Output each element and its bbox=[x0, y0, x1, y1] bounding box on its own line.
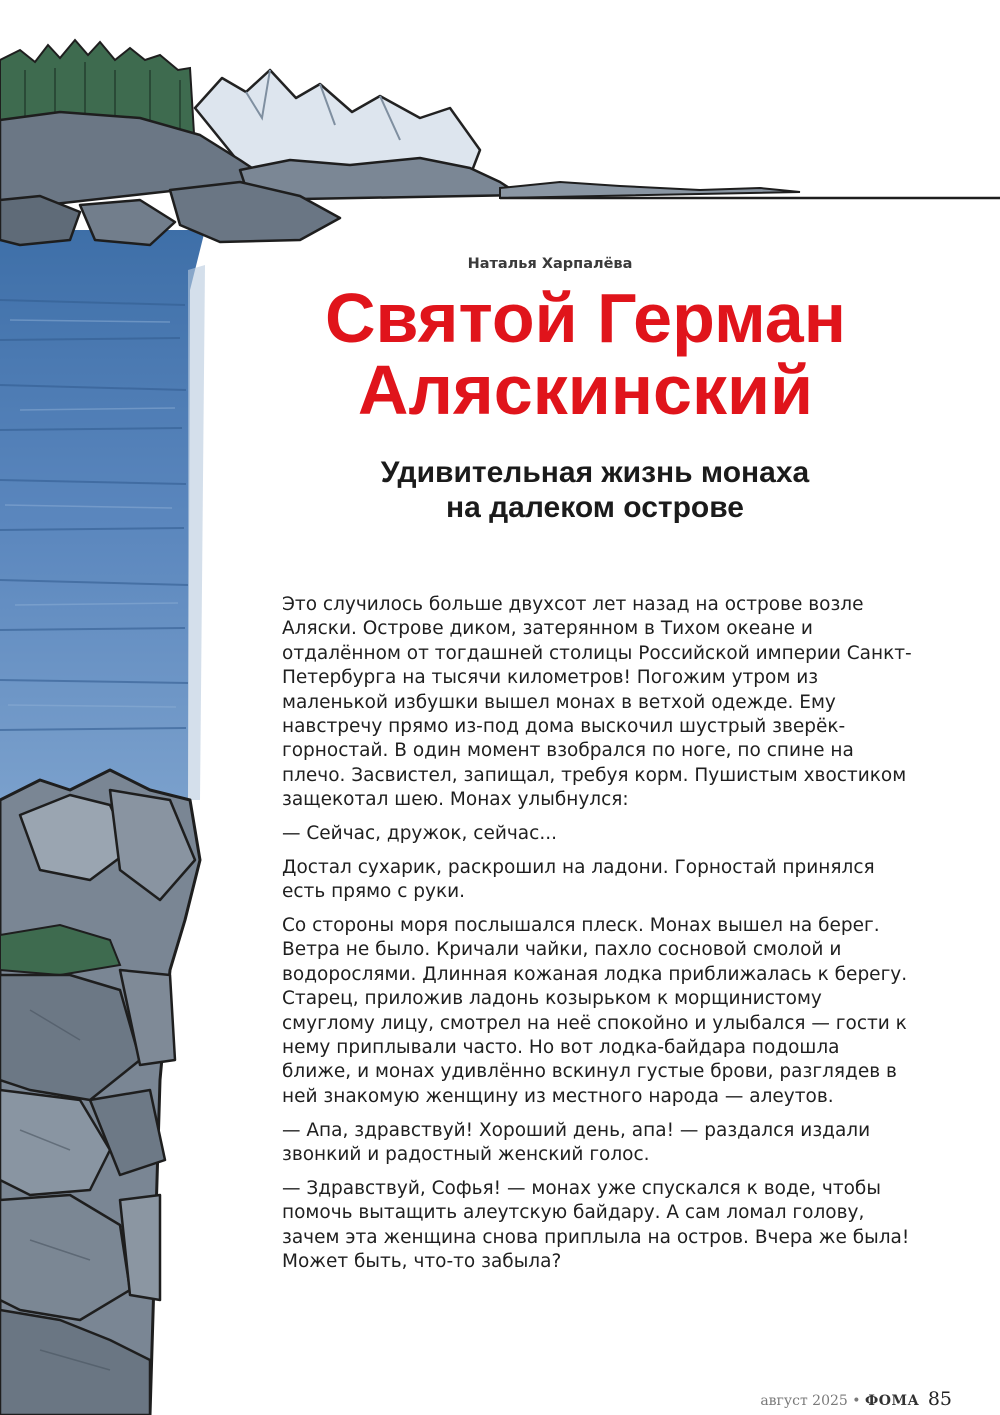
footer-bullet: • bbox=[852, 1393, 861, 1409]
subtitle-line-2: на далеком острове bbox=[446, 491, 744, 524]
title-line-2: Аляскинский bbox=[357, 351, 814, 429]
paragraph: Это случилось больше двухсот лет назад на острове возле Аляски. Острове диком, затерянном в Тихом океане и отдалённом от тогдашней столицы Российской империи Санкт-Петербурга на тысячи километров! Погожим утром из маленькой избушки вышел монах в ветхой одежде. Ему навстречу прямо из-под дома выскочил шустрый зверёк-горностай. В один момент взобрался по ноге, по спине на плечо. Засвистел, запищал, требуя корм. Пушистым хвостиком защекотал шею. Монах улыбнулся: bbox=[282, 594, 912, 811]
page-footer bbox=[760, 1388, 952, 1410]
paragraph: — Сейчас, дружок, сейчас... bbox=[282, 823, 557, 845]
article-subtitle bbox=[300, 455, 890, 525]
subtitle-line-1: Удивительная жизнь монаха bbox=[380, 456, 810, 489]
page-number: 85 bbox=[927, 1388, 952, 1410]
bottom-rocks bbox=[0, 770, 200, 1415]
magazine-name: ФОМА bbox=[864, 1393, 920, 1409]
paragraph: — Здравствуй, Софья! — монах уже спускался к воде, чтобы помочь вытащить алеутскую байдару. А сам ломал голову, зачем эта женщина снова приплыла на остров. Вчера же была! Может быть, что-то забыла? bbox=[282, 1177, 910, 1273]
article-title bbox=[248, 279, 923, 429]
paragraph: Со стороны моря послышался плеск. Монах вышел на берег. Ветра не было. Кричали чайки, пахло сосновой смолой и водорослями. Длинная кожаная лодка приближалась к берегу. Старец, приложив ладонь козырьком к морщинистому смуглому лицу, смотрел на неё спокойно и улыбался — гости к нему приплывали часто. Но вот лодка-байдара подошла ближе, и монах удивлённо вскинул густые брови, разглядев в ней знакомую женщину из местного народа — алеутов. bbox=[282, 915, 908, 1107]
article-body bbox=[282, 593, 912, 1284]
issue-date: август 2025 bbox=[760, 1393, 848, 1409]
sea-water bbox=[0, 230, 205, 800]
paragraph: — Апа, здравствуй! Хороший день, апа! — раздался издали звонкий и радостный женский голос. bbox=[282, 1119, 871, 1166]
article-author: Наталья Харпалёва bbox=[467, 256, 633, 272]
shore-rocks bbox=[0, 112, 1000, 245]
title-line-1: Святой Герман bbox=[324, 279, 847, 357]
paragraph: Достал сухарик, раскрошил на ладони. Горностай принялся есть прямо с руки. bbox=[282, 856, 875, 903]
